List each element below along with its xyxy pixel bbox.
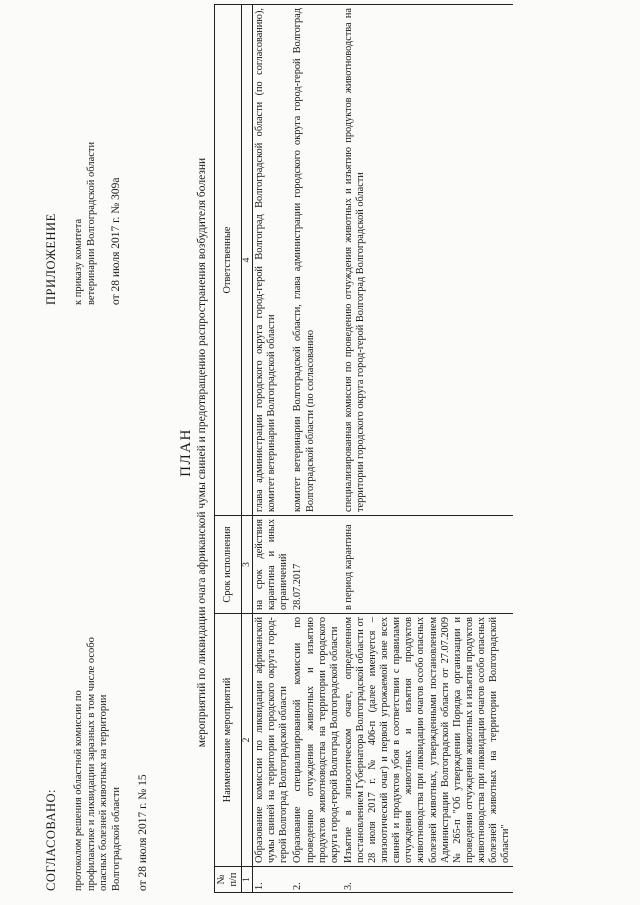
annex-block <box>44 65 122 305</box>
row-responsible: глава администрации городского округа город-герой Волгоград Волгоградской области (по согласованию), комитет ветеринарии Волгоградской области <box>253 5 292 516</box>
header-responsible: Ответственные <box>215 5 242 516</box>
row-number: 1. <box>253 867 292 893</box>
approval-block <box>44 591 149 891</box>
index-cell: 1 <box>242 867 253 893</box>
plan-subtitle: мероприятий по ликвидации очага африканской чумы свиней и предотвращению распространения возбудителя болезни <box>196 157 208 748</box>
row-term: на срок действия карантина и иных ограничений <box>253 516 292 614</box>
table-row <box>253 5 292 893</box>
row-activity: Образование специализированной комиссии по проведению отчуждения животных и изъятию продуктов животноводства на территории городского округа город-герой Волгоград Волгоградской области <box>291 614 341 867</box>
row-activity: Изъятие в эпизоотическом очаге, определенном постановлением Губернатора Волгоградской области от 28 июля 2017 г. № 406-п (далее именуется – эпизоотический очаг) и первой угрожаемой зоне всех свиней и продуктов убоя в соответствии с правилами отчуждения животных и изъятия продуктов животноводства при ликвидации очагов особо опасных болезней животных, утвержденными постановлением Администрации Волгоградской области от 27.07.2009 № 265-п "Об утверждении Порядка организации и проведения отчуждения животных и изъятия продуктов животноводства при ликвидации очагов особо опасных болезней животных на территории Волгоградской области" <box>342 614 513 867</box>
row-term: в период карантина <box>342 516 513 614</box>
plan-table <box>214 4 513 893</box>
row-number: 3. <box>342 867 513 893</box>
row-number: 2. <box>291 867 341 893</box>
row-activity: Образование комиссии по ликвидации африканской чумы свиней на территории городского округа город-герой Волгоград Волгоградской области <box>253 614 292 867</box>
annex-line-2: ветеринарии Волгоградской области <box>85 141 97 305</box>
annex-heading: ПРИЛОЖЕНИЕ <box>44 213 58 305</box>
index-cell: 4 <box>242 5 253 516</box>
row-responsible: специализированная комиссия по проведению отчуждения животных и изъятию продуктов животноводства на территории городского округа город-герой Волгоград Волгоградской области <box>342 5 513 516</box>
table-header-row <box>215 5 242 893</box>
header-activity: Наименование мероприятий <box>215 614 242 867</box>
approval-heading: СОГЛАСОВАНО: <box>44 788 58 891</box>
row-term: 28.07.2017 <box>291 516 341 614</box>
table-row <box>291 5 341 893</box>
annex-line-1: к приказу комитета <box>73 218 84 305</box>
annex-date: от 28 июля 2017 г. № 309а <box>110 177 122 305</box>
index-cell: 3 <box>242 516 253 614</box>
table-row <box>342 5 513 893</box>
approval-text: протоколом решения областной комиссии по профилактике и ликвидации заразных в том числе особо опасных болезней животных на территории Волгоградской области <box>73 637 122 891</box>
header-number: № п/п <box>215 867 242 893</box>
approval-date: от 28 июля 2017 г. № 15 <box>137 774 149 891</box>
row-responsible: комитет ветеринарии Волгоградской области, глава администрации городского округа город-герой Волгоград Волгоградской области (по согласованию <box>291 5 341 516</box>
index-cell: 2 <box>242 614 253 867</box>
plan-title: ПЛАН <box>178 428 194 477</box>
table-index-row <box>242 5 253 893</box>
header-term: Срок исполнения <box>215 516 242 614</box>
